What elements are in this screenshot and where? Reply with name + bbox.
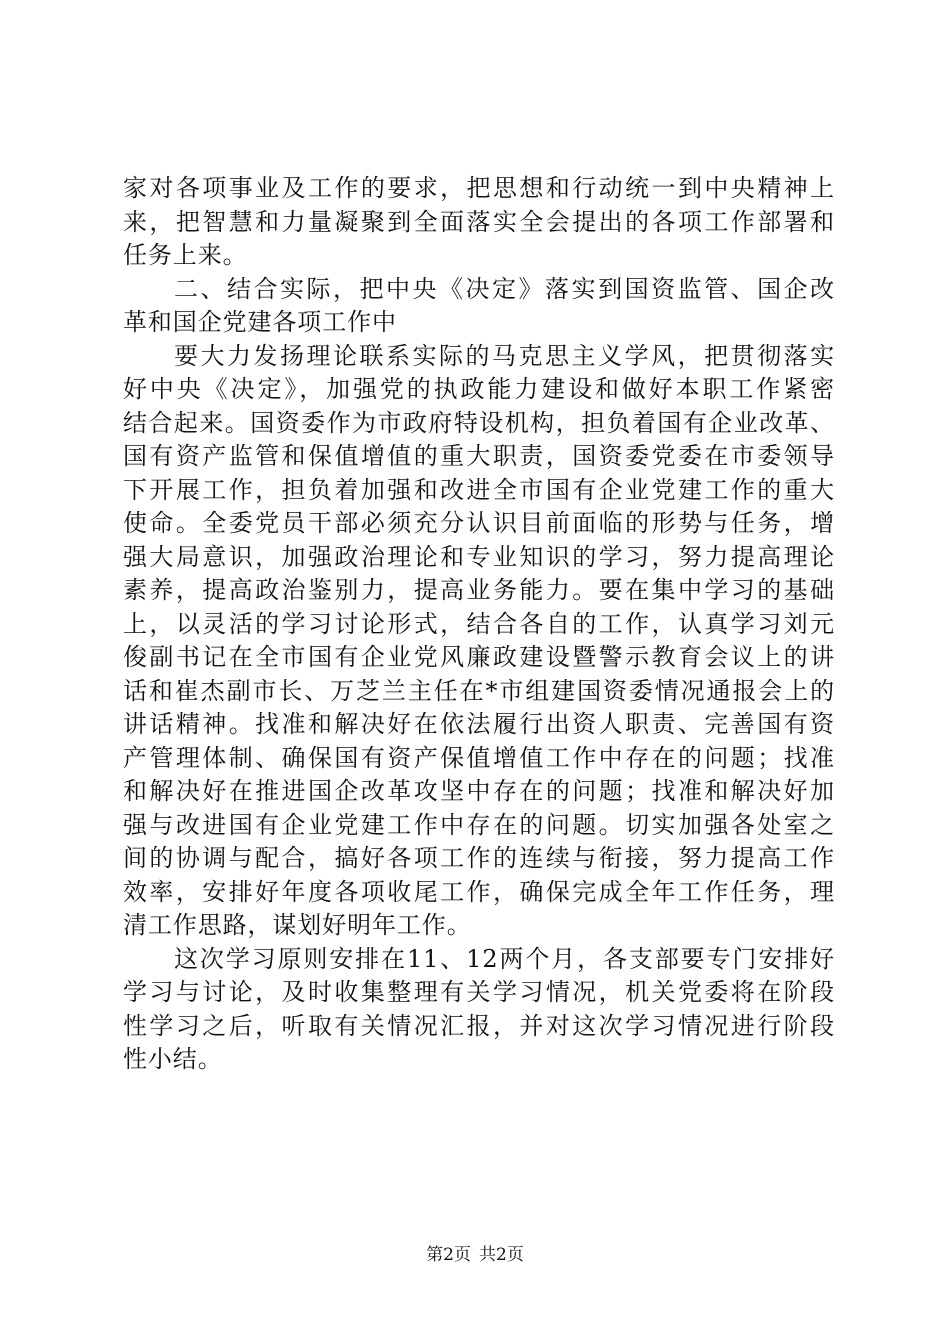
section-heading-line: 革和国企党建各项工作中 xyxy=(123,308,397,336)
text-line: 使命。全委党员干部必须充分认识目前面临的形势与任务，增 xyxy=(123,509,835,537)
page-footer xyxy=(0,1245,950,1265)
section-heading-line: 二、结合实际，把中央《决定》落实到国资监管、国企改 xyxy=(174,274,835,303)
text-line: 间的协调与配合，搞好各项工作的连续与衔接，努力提高工作 xyxy=(123,844,835,872)
text-line: 强与改进国有企业党建工作中存在的问题。切实加强各处室之 xyxy=(123,810,835,839)
text-line: 讲话精神。找准和解决好在依法履行出资人职责、完善国有资 xyxy=(123,710,835,738)
text-line: 和解决好在推进国企改革攻坚中存在的问题；找准和解决好加 xyxy=(123,777,835,805)
text-line: 好中央《决定》，加强党的执政能力建设和做好本职工作紧密 xyxy=(123,375,835,403)
text-line: 下开展工作，担负着加强和改进全市国有企业党建工作的重大 xyxy=(123,475,835,504)
text-line: 来，把智慧和力量凝聚到全面落实全会提出的各项工作部署和 xyxy=(123,207,835,236)
text-line: 家对各项事业及工作的要求，把思想和行动统一到中央精神上 xyxy=(123,174,835,202)
text-line: 俊副书记在全市国有企业党风廉政建设暨警示教育会议上的讲 xyxy=(123,643,835,671)
text-line: 结合起来。国资委作为市政府特设机构，担负着国有企业改革、 xyxy=(123,408,835,437)
text-line: 素养，提高政治鉴别力，提高业务能力。要在集中学习的基础 xyxy=(123,576,835,604)
document-body xyxy=(123,172,835,1077)
text-line: 产管理体制、确保国有资产保值增值工作中存在的问题；找准 xyxy=(123,743,835,772)
text-line: 这次学习原则安排在11、12两个月，各支部要专门安排好 xyxy=(174,944,835,973)
text-line: 话和崔杰副市长、万芝兰主任在*市组建国资委情况通报会上的 xyxy=(123,676,835,705)
text-line: 要大力发扬理论联系实际的马克思主义学风，把贯彻落实 xyxy=(174,341,835,370)
text-line: 强大局意识，加强政治理论和专业知识的学习，努力提高理论 xyxy=(123,542,835,571)
text-line: 国有资产监管和保值增值的重大职责，国资委党委在市委领导 xyxy=(123,442,835,470)
text-line: 效率，安排好年度各项收尾工作，确保完成全年工作任务，理 xyxy=(123,877,835,906)
page-number: 第2页 xyxy=(426,1245,471,1265)
text-line: 上，以灵活的学习讨论形式，结合各自的工作，认真学习刘元 xyxy=(123,609,835,638)
text-line: 清工作思路，谋划好明年工作。 xyxy=(123,911,472,939)
text-line: 性学习之后，听取有关情况汇报，并对这次学习情况进行阶段 xyxy=(123,1011,835,1040)
text-line: 任务上来。 xyxy=(123,241,248,269)
text-line: 学习与讨论，及时收集整理有关学习情况，机关党委将在阶段 xyxy=(123,978,835,1006)
text-line: 性小结。 xyxy=(123,1045,223,1073)
page-total: 共2页 xyxy=(479,1245,524,1265)
